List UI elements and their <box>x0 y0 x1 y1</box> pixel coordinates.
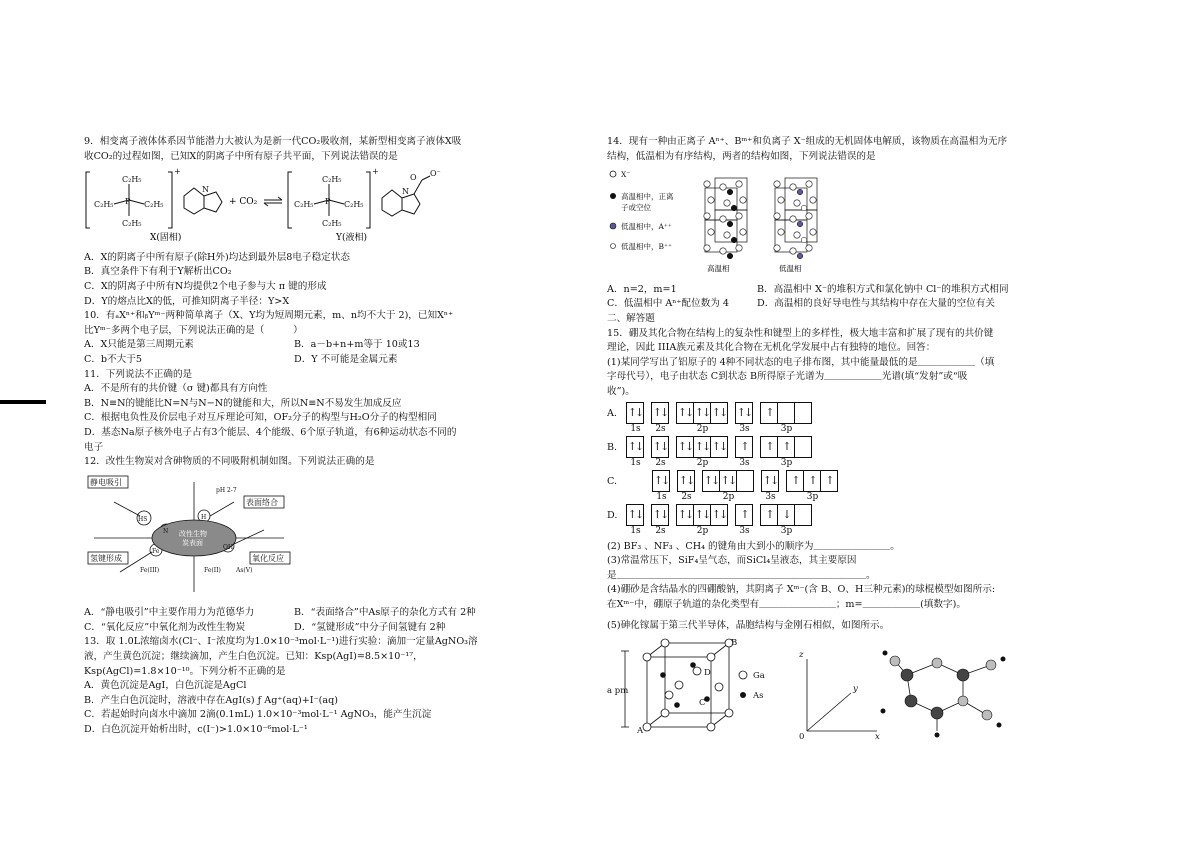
q10-option: D．Y 不可能是金属元素 <box>294 353 398 365</box>
q14-legend: X⁻ <box>621 170 631 180</box>
orbital-box: ↑↓ <box>652 470 670 492</box>
q10-option: B．a－b+n+m等于 10或13 <box>294 339 420 351</box>
orbital-box: ↑ <box>760 504 778 526</box>
orbital-diagrams <box>607 402 1035 538</box>
q11-option: D．基态Na原子核外电子占有3个能层、4个能级、6个原子轨道，有6种运动状态不同的 <box>84 426 457 438</box>
cation-site <box>727 221 733 227</box>
q13-option: D．白色沉淀开始析出时，c(I⁻)>1.0×10⁻⁶mol·L⁻¹ <box>84 724 308 736</box>
orbital-subshell <box>627 436 644 469</box>
q15-line: (1)某同学写出了铝原子的 4种不同状态的电子排布图，其中能量最低的是＿＿＿＿＿＿（填 <box>607 356 995 368</box>
q15-part5: (5)砷化镓属于第三代半导体，晶胞结构与金刚石相似，如图所示。 <box>607 619 890 631</box>
cation-site <box>727 189 733 195</box>
boron-atom <box>957 669 969 681</box>
q12-small: Fe(III) <box>140 566 160 574</box>
svg-text:N: N <box>402 187 409 197</box>
orbital-subshell <box>652 436 669 469</box>
oxygen-atom <box>890 656 900 666</box>
q12-label-oxid: 氧化反应 <box>252 553 284 563</box>
orbital-subshell <box>653 470 670 503</box>
q13-option: C．若起始时向卤水中滴加 2滴(0.1mL) 1.0×10⁻³mol·L⁻¹ AgNO₃，能产生沉淀 <box>84 709 432 721</box>
anion-x <box>806 245 812 251</box>
boron-atom <box>901 669 913 681</box>
orbital-option-label: A. <box>607 407 617 419</box>
q12-small: N <box>163 527 169 535</box>
orbital-option-label: B. <box>607 441 618 453</box>
orbital-box: ↑↓ <box>677 470 695 492</box>
ga-atom <box>725 709 733 717</box>
oxygen-atom <box>986 660 996 670</box>
q11-option: A．不是所有的共价键（σ 键)都具有方向性 <box>84 383 268 395</box>
orbital-subshell <box>761 402 812 435</box>
boron-atom <box>931 707 943 719</box>
anion-x <box>720 184 726 190</box>
orbital-subshell <box>652 402 669 435</box>
subshell-label: 3p <box>780 423 793 434</box>
question-14 <box>607 135 1035 312</box>
anion-x <box>724 200 730 206</box>
q12-small: H <box>201 513 207 521</box>
orbital-subshell <box>627 504 644 537</box>
orbital-subshell <box>736 504 753 537</box>
anion-x <box>704 213 710 219</box>
q9-reaction-figure <box>84 166 590 248</box>
anion-x <box>736 245 742 251</box>
svg-text:C₂H₅: C₂H₅ <box>122 175 142 185</box>
svg-text:C₂H₅: C₂H₅ <box>122 219 142 229</box>
orbital-option-label: C. <box>607 475 618 487</box>
subshell-label: 3s <box>739 457 750 468</box>
as-atom <box>674 702 680 708</box>
hydrogen-atom <box>997 723 1002 728</box>
orbital-box: ↑ <box>760 436 778 458</box>
q15-part2: (2) BF₃ 、NF₃ 、CH₄ 的键角由大到小的顺序为＿＿＿＿＿＿＿＿。 <box>607 540 900 552</box>
orbital-box: ↑↓ <box>702 470 720 492</box>
subshell-label: 2p <box>696 525 709 536</box>
q11-option: B．N≡N的键能比N=N与N−N的键能和大，所以N≡N不易发生加成反应 <box>84 397 402 409</box>
q9-option: D．Y的熔点比X的低，可推知阴离子半径：Y>X <box>84 295 290 307</box>
orbital-option-row <box>607 504 1035 538</box>
orbital-box: ↑↓ <box>761 470 779 492</box>
q13-option: A．黄色沉淀是AgI，白色沉淀是AgCl <box>84 680 247 692</box>
q10-option: C．b不大于5 <box>84 353 142 365</box>
gaas-label-A: A <box>637 726 644 737</box>
q11-line: 11．下列说法不正确的是 <box>84 368 193 380</box>
ga-atom <box>693 667 701 675</box>
axis-y-label: y <box>853 684 858 695</box>
orbital-box: ↑↓ <box>626 504 644 526</box>
svg-text:O: O <box>410 173 417 183</box>
gaas-legend-ga: Ga <box>753 671 765 682</box>
orbital-box: ↑ <box>777 436 795 458</box>
cation-site <box>797 253 803 259</box>
q12-small: HS <box>138 515 148 523</box>
anion-x <box>736 213 742 219</box>
anion-x <box>720 216 726 222</box>
q9-label-x: X(固相) <box>150 233 182 243</box>
q15-part4: 在Xᵐ⁻中，硼原子轨道的杂化类型有＿＿＿＿＿＿＿＿；m=＿＿＿＿＿＿(填数字)。 <box>607 598 966 610</box>
cation-site <box>731 237 737 243</box>
orbital-box <box>736 470 754 492</box>
q14-high-phase-cell <box>704 178 747 259</box>
svg-text:+: + <box>372 167 379 177</box>
hydrogen-atom <box>935 733 940 738</box>
q13-line: 13．取 1.0L浓缩卤水(Cl⁻、I⁻浓度均为1.0×10⁻³mol·L⁻¹)进行实验：滴加一定量AgNO₃溶 <box>84 636 478 648</box>
anion-x <box>774 245 780 251</box>
subshell-label: 2s <box>681 491 692 502</box>
cation-site <box>797 221 803 227</box>
q11-option: 电子 <box>84 441 104 453</box>
oxygen-atom <box>958 696 968 706</box>
cation-site <box>727 253 733 259</box>
anion-x <box>806 181 812 187</box>
orbital-subshell <box>761 504 812 537</box>
orbital-option-row <box>607 470 1035 504</box>
orbital-box: ↑↓ <box>710 402 728 424</box>
orbital-box: ↑↓ <box>626 402 644 424</box>
orbital-box: ↑ <box>735 504 753 526</box>
q12-ph-label: pH 2-7 <box>216 486 237 494</box>
orbital-subshell <box>762 470 779 503</box>
question-11 <box>84 368 590 456</box>
q9-option: B．真空条件下有利于Y解析出CO₂ <box>84 266 232 278</box>
q12-label-hbond: 氢键形成 <box>90 553 122 563</box>
subshell-label: 1s <box>656 491 667 502</box>
hydrogen-atom <box>1001 657 1006 662</box>
orbital-box: ↑↓ <box>693 402 711 424</box>
q15-line: 15．硼及其化合物在结构上的复杂性和键型上的多样性，极大地丰富和扩展了现有的共价键 <box>607 327 994 339</box>
q12-center-label: 炭表面 <box>182 538 203 547</box>
q14-structure-figure <box>607 166 1035 280</box>
anion-x <box>774 181 780 187</box>
orbital-box: ↑↓ <box>693 436 711 458</box>
subshell-label: 3p <box>780 525 793 536</box>
orbital-box: ↑↓ <box>735 402 753 424</box>
axis-x-label: x <box>875 732 880 742</box>
anion-x <box>736 181 742 187</box>
q14-line: 结构，低温相为有序结构，两者的结构如图，下列说法错误的是 <box>607 150 876 162</box>
anion-x <box>740 197 746 203</box>
svg-text:+: + <box>174 167 181 177</box>
anion-x <box>790 216 796 222</box>
boron-atom <box>905 695 917 707</box>
orbital-option-row <box>607 402 1035 436</box>
hydrogen-atom <box>883 651 888 656</box>
q10-line: 10．有ₐXⁿ⁺和ᵦYᵐ⁻两种简单离子（X、Y均为短周期元素，m、n均不大于 2)，已知Xⁿ⁺ <box>84 310 454 322</box>
q15-line: 收”)。 <box>607 385 635 397</box>
anion-x <box>794 232 800 238</box>
q15-part4: (4)硼砂是含结晶水的四硼酸钠，其阴离子 Xᵐ⁻(含 B、O、H三种元素)的球棍模型如图所示: <box>607 584 996 596</box>
subshell-label: 1s <box>630 457 641 468</box>
orbital-subshell <box>761 436 812 469</box>
q13-option: B．产生白色沉淀时，溶液中存在AgI(s) ƒ Ag⁺(aq)+I⁻(aq) <box>84 694 338 706</box>
q12-small: As(V) <box>236 566 253 574</box>
orbital-box: ↑↓ <box>676 402 694 424</box>
question-9 <box>84 135 590 309</box>
cation-site <box>801 205 807 211</box>
orbital-subshell <box>677 504 728 537</box>
hydrogen-atom <box>881 709 886 714</box>
cation-site <box>731 205 737 211</box>
anion-x <box>790 184 796 190</box>
anion-x <box>708 229 714 235</box>
orbital-box: ↑↓ <box>710 504 728 526</box>
anion-x <box>806 213 812 219</box>
ga-atom <box>715 683 723 691</box>
question-15 <box>607 327 1035 747</box>
anion-x <box>778 197 784 203</box>
q9-line: 收CO₂的过程如图，已知X的阴离子中所有原子共平面，下列说法错误的是 <box>84 150 398 162</box>
orbital-box: ↑↓ <box>710 436 728 458</box>
svg-text:C₂H₅: C₂H₅ <box>94 200 114 210</box>
subshell-label: 1s <box>630 423 641 434</box>
anion-x <box>810 197 816 203</box>
orbital-box: ↑↓ <box>626 436 644 458</box>
q14-legend: 低温相中，A⁺⁺ <box>621 222 672 232</box>
cation-site <box>797 189 803 195</box>
q14-option: C．低温相中 Aⁿ⁺配位数为 4 <box>607 298 730 310</box>
oxygen-atom <box>982 710 992 720</box>
ga-atom <box>661 709 669 717</box>
q14-low-phase-cell <box>774 178 817 259</box>
q9-option: A．X的阴离子中所有原子(除H外)均达到最外层8电子稳定状态 <box>84 251 350 263</box>
anion-x <box>720 248 726 254</box>
q14-line: 14．现有一种由正离子 Aⁿ⁺、Bᵐ⁺和负离子 X⁻组成的无机固体电解质，该物质在高温相为无序 <box>607 136 1008 147</box>
subshell-label: 3p <box>806 491 819 502</box>
orbital-box <box>794 436 812 458</box>
ga-atom <box>643 653 651 661</box>
svg-text:O⁻: O⁻ <box>430 169 441 179</box>
orbital-subshell <box>677 402 728 435</box>
q14-label-high: 高温相 <box>707 264 730 274</box>
section-heading: 二、解答题 <box>607 312 655 324</box>
q14-legend: 高温相中，正离 <box>621 192 674 202</box>
q15-part3: 是＿＿＿＿＿＿＿＿＿＿＿＿＿＿＿＿＿＿＿＿＿＿＿＿＿＿。 <box>607 569 876 581</box>
orbital-box: ↑ <box>735 436 753 458</box>
q10-line: 比Yᵐ⁻多两个电子层，下列说法正确的是（ ） <box>84 324 303 336</box>
q12-center-label: 改性生物 <box>179 529 207 538</box>
ga-atom <box>707 723 715 731</box>
q14-option: D．高温相的良好导电性与其结构中存在大量的空位有关 <box>757 298 995 310</box>
orbital-subshell <box>787 470 838 503</box>
anion-x <box>790 248 796 254</box>
anion-x <box>810 229 816 235</box>
orbital-box: ↑↓ <box>651 436 669 458</box>
anion-x <box>794 200 800 206</box>
anion-x <box>778 229 784 235</box>
as-atom <box>690 662 696 668</box>
svg-text:C₂H₅: C₂H₅ <box>322 219 342 229</box>
q14-option: B．高温相中 X⁻的堆积方式和氯化钠中 Cl⁻的堆积方式相同 <box>757 283 1009 295</box>
gaas-label-B: B <box>731 638 738 649</box>
axis-origin-label: 0 <box>799 732 805 742</box>
orbital-box: ↑↓ <box>693 504 711 526</box>
orbital-box: ↑ <box>820 470 838 492</box>
ga-atom <box>707 653 715 661</box>
gaas-label-D: D <box>704 668 711 679</box>
orbital-box: ↑↓ <box>651 402 669 424</box>
anion-x <box>704 245 710 251</box>
q14-option: A．n=2，m=1 <box>607 283 677 295</box>
q14-legend: 低温相中，B⁺⁺ <box>621 242 672 252</box>
svg-text:C₂H₅: C₂H₅ <box>344 200 364 210</box>
question-12 <box>84 455 590 635</box>
subshell-label: 2p <box>696 423 709 434</box>
q12-option: A．“静电吸引”中主要作用力为范德华力 <box>84 607 255 619</box>
gaas-figure <box>607 635 1035 747</box>
gaas-cell-atoms <box>643 639 733 731</box>
left-column <box>84 135 590 738</box>
subshell-label: 2s <box>655 457 666 468</box>
q13-line: Ksp(AgCl)=1.8×10⁻¹⁰。下列分析不正确的是 <box>84 665 286 677</box>
orbital-subshell <box>736 436 753 469</box>
subshell-label: 2s <box>655 423 666 434</box>
ga-atom <box>643 723 651 731</box>
q9-option: C．X的阴离子中所有N均提供2个电子参与大 π 键的形成 <box>84 280 327 292</box>
q12-small: Fe(II) <box>204 566 221 574</box>
anion-x <box>774 213 780 219</box>
q12-option: C．“氧化反应”中氧化剂为改性生物炭 <box>84 621 246 633</box>
q13-line: 液，产生黄色沉淀；继续滴加，产生白色沉淀。已知：Ksp(AgI)=8.5×10⁻¹⁷， <box>84 651 423 663</box>
q11-option: C．根据电负性及价层电子对互斥理论可知，OF₂分子的构型与H₂O分子的构型相同 <box>84 412 437 424</box>
orbital-box: ↑↓ <box>719 470 737 492</box>
orbital-box: ↑ <box>786 470 804 492</box>
orbital-subshell <box>736 402 753 435</box>
orbital-box: ↑↓ <box>676 436 694 458</box>
svg-text:C₂H₅: C₂H₅ <box>294 200 314 210</box>
subshell-label: 3s <box>765 491 776 502</box>
borax-ball-stick-model <box>881 651 1006 738</box>
q12-label-surface: 表面络合 <box>246 497 278 507</box>
gaas-label-a: a pm <box>607 686 629 697</box>
ga-atom <box>661 639 669 647</box>
oxygen-atom <box>932 658 942 668</box>
subshell-label: 2p <box>696 457 709 468</box>
q14-label-low: 低温相 <box>779 264 802 274</box>
orbital-subshell <box>627 402 644 435</box>
orbital-box <box>794 402 812 424</box>
orbital-box <box>777 402 795 424</box>
axis-z-label: z <box>799 650 804 661</box>
q12-option: B．“表面络合”中As原子的杂化方式有 2种 <box>294 607 476 619</box>
anion-x <box>704 181 710 187</box>
q14-legend: 子或空位 <box>621 203 651 213</box>
orbital-box: ↑↓ <box>676 504 694 526</box>
svg-text:N: N <box>202 185 209 195</box>
q12-small: Fe <box>152 547 160 555</box>
orbital-subshell <box>677 436 728 469</box>
page-edge-mark <box>0 400 46 404</box>
q15-line: 字母代号），电子由状态 C到状态 B所得原子光谱为＿＿＿＿＿＿光谱(填“发射”或“吸 <box>607 371 968 383</box>
orbital-box: ↑ <box>760 402 778 424</box>
orbital-subshell <box>703 470 754 503</box>
q9-label-y: Y(液相) <box>336 233 367 243</box>
subshell-label: 1s <box>630 525 641 536</box>
cation-site <box>801 237 807 243</box>
q15-line: 理论，因此 IIIA族元素及其化合物在无机化学发展中占有独特的地位。回答： <box>607 342 936 354</box>
q15-part3: (3)常温常压下，SiF₄呈气态，而SiCl₄呈液态，其主要原因 <box>607 555 857 567</box>
orbital-option-row <box>607 436 1035 470</box>
q12-option: D．“氢键形成”中分子间氢键有 2种 <box>294 621 446 633</box>
subshell-label: 2p <box>722 491 735 502</box>
q12-line: 12．改性生物炭对含砷物质的不同吸附机制如图。下列说法正确的是 <box>84 456 375 468</box>
orbital-box: ↓ <box>777 504 795 526</box>
as-atom <box>660 672 666 678</box>
gaas-label-C: C <box>699 698 706 709</box>
orbital-box: ↑ <box>803 470 821 492</box>
svg-text:C₂H₅: C₂H₅ <box>144 200 164 210</box>
q12-small: OH <box>223 543 234 551</box>
q12-label-electro: 静电吸引 <box>90 477 122 487</box>
svg-text:P: P <box>125 197 131 207</box>
orbital-box: ↑↓ <box>651 504 669 526</box>
subshell-label: 3p <box>780 457 793 468</box>
orbital-subshell <box>652 504 669 537</box>
q12-adsorption-figure <box>84 472 590 604</box>
orbital-option-label: D. <box>607 509 618 521</box>
orbital-subshell <box>678 470 695 503</box>
ga-atom <box>665 691 673 699</box>
gaas-legend-as: As <box>753 691 764 702</box>
anion-x <box>708 197 714 203</box>
q10-option: A．X只能是第三周期元素 <box>84 339 194 351</box>
question-10 <box>84 309 590 367</box>
question-13 <box>84 635 590 737</box>
q9-plus-co2: + CO₂ <box>229 197 258 208</box>
right-column <box>607 135 1035 750</box>
q9-line: 9．相变离子液体体系因节能潜力大被认为是新一代CO₂吸收剂，某新型相变离子液体X吸 <box>84 136 462 147</box>
orbital-box <box>794 504 812 526</box>
subshell-label: 3s <box>739 525 750 536</box>
subshell-label: 2s <box>655 525 666 536</box>
anion-x <box>724 232 730 238</box>
ga-atom <box>675 681 683 689</box>
subshell-label: 3s <box>739 423 750 434</box>
anion-x <box>740 229 746 235</box>
svg-text:P: P <box>325 197 331 207</box>
svg-text:C₂H₅: C₂H₅ <box>322 175 342 185</box>
